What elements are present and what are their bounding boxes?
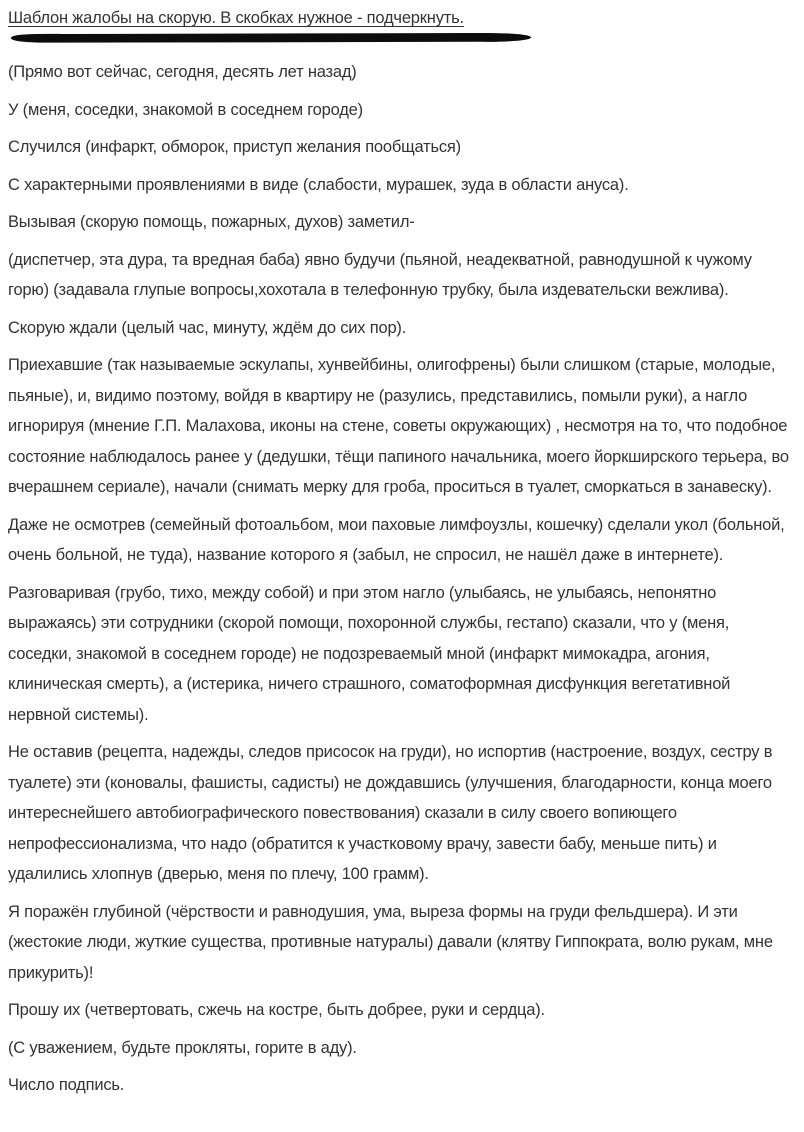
document-title-text: Шаблон жалобы на скорую. В скобках нужное - подчеркнуть.	[8, 9, 464, 27]
paragraph: Не оставив (рецепта, надежды, следов присосок на груди), но испортив (настроение, воздух, сестру в туалете) эти (коновалы, фашисты, садисты) не дождавшись (улучшения, благодарности, конца моего интереснейшего автобиографического повествования) сказали в силу своего вопиющего непрофессионализма, что надо (обратится к участковому врачу, завести бабу, меньше пить) и удалились хлопнув (дверью, меня по плечу, 100 грамм).	[8, 743, 773, 883]
paragraph: Число подпись.	[8, 1076, 125, 1094]
paragraph: Вызывая (скорую помощь, пожарных, духов) заметил-	[8, 213, 415, 231]
paragraph: Я поражён глубиной (чёрствости и равнодушия, ума, выреза формы на груди фельдшера). И эти (жестокие люди, жуткие существа, противные натуралы) давали (клятву Гиппократа, волю рукам, мне прикурить)!	[8, 902, 773, 982]
paragraph: (диспетчер, эта дура, та вредная баба) явно будучи (пьяной, неадекватной, равнодушной к чужому горю) (задавала глупые вопросы,хохотала в телефонную трубку, была издевательски вежлива).	[8, 250, 752, 299]
paragraph: Скорую ждали (целый час, минуту, ждём до сих пор).	[8, 318, 407, 337]
paragraph: У (меня, соседки, знакомой в соседнем городе)	[8, 100, 363, 119]
paragraph: Разговаривая (грубо, тихо, между собой) и при этом нагло (улыбаясь, не улыбаясь, непонятно выражаясь) эти сотрудники (скорой помощи, похоронной службы, гестапо) сказали, что у (меня, соседки, знакомой в соседнем городе) не подозреваемый мной (инфаркт мимокадра, агония, клиническая смерть), а (истерика, ничего страшного, соматоформная дисфункция вегетативной нервной системы).	[8, 583, 731, 724]
paragraph: Даже не осмотрев (семейный фотоальбом, мои паховые лимфоузлы, кошечку) сделали укол (больной, очень больной, не туда), название которого я (забыл, не спросил, не нашёл даже в интернете).	[8, 515, 785, 564]
paragraph: (Прямо вот сейчас, сегодня, десять лет назад)	[8, 63, 357, 81]
paragraph: Случился (инфаркт, обморок, приступ желания пообщаться)	[8, 138, 461, 156]
paragraph: Прошу их (четвертовать, сжечь на костре, быть добрее, руки и сердца).	[8, 1001, 545, 1019]
paragraph-list	[8, 57, 794, 1101]
document-title	[8, 7, 794, 30]
paragraph: (С уважением, будьте прокляты, горите в аду).	[8, 1038, 357, 1057]
marker-stroke-underline	[4, 32, 536, 44]
paragraph: Приехавшие (так называемые эскулапы, хунвейбины, олигофрены) были слишком (старые, молодые, пьяные), и, видимо поэтому, войдя в квартиру не (разулись, представились, помыли руки), а нагло игнорируя (мнение Г.П. Малахова, иконы на стене, советы окружающих) , несмотря на то, что подобное состояние наблюдалось ранее у (дедушки, тёщи папиного начальника, моего йоркширского терьера, во вчерашнем сериале), начали (снимать мерку для гроба, проситься в туалет, сморкаться в занавеску).	[8, 356, 789, 496]
paragraph: С характерными проявлениями в виде (слабости, мурашек, зуда в области ануса).	[8, 175, 629, 194]
